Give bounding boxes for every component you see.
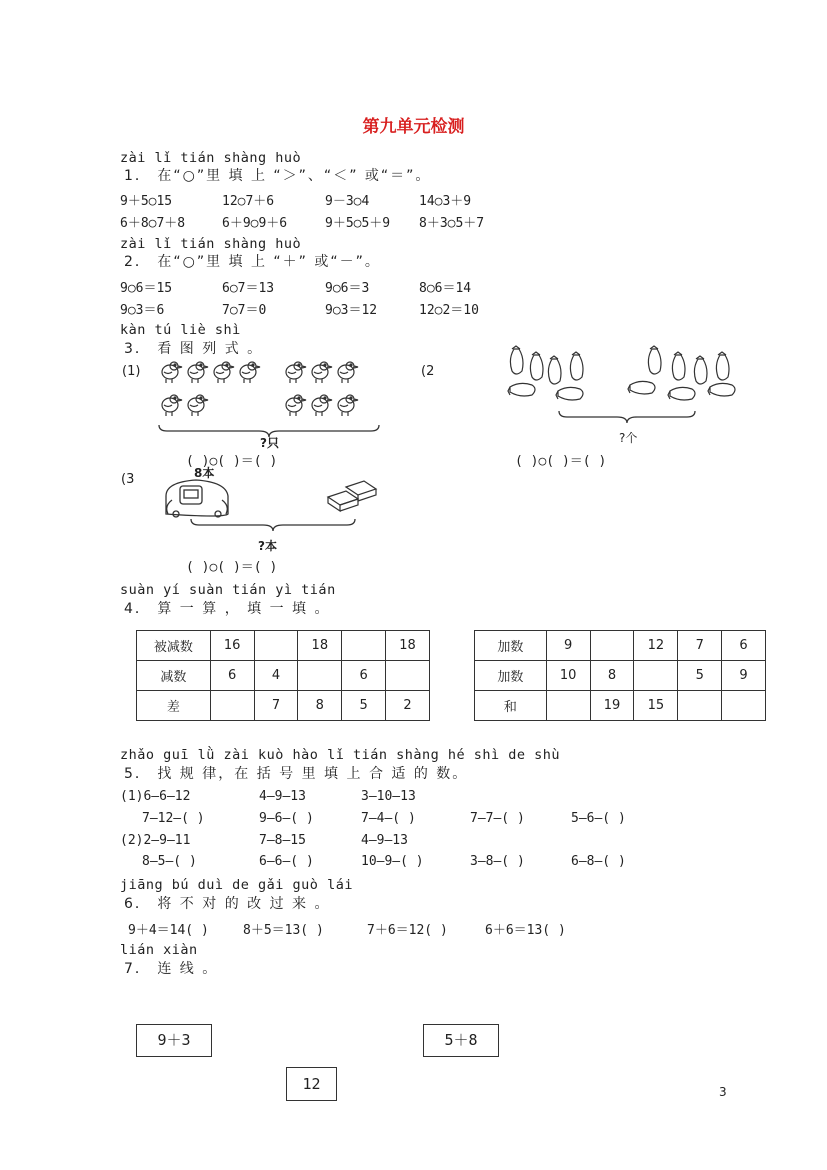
q5-item: 7—12—( ) — [142, 811, 205, 826]
q5-item: 4—9—13 — [361, 833, 408, 848]
table-cell — [634, 661, 678, 691]
table-cell: 6 — [722, 631, 766, 661]
q5-item: (1)6—6—12 — [120, 789, 191, 804]
table-cell: 2 — [386, 691, 430, 721]
table-cell — [722, 691, 766, 721]
q5-item: (2)2—9—11 — [120, 833, 191, 848]
table-cell — [210, 691, 254, 721]
q5-item: 7—8—15 — [259, 833, 306, 848]
q6-item: 8＋5＝13( ) — [243, 923, 324, 938]
q5-item: 7—7—( ) — [470, 811, 525, 826]
table-cell — [386, 661, 430, 691]
table-cell: 减数 — [137, 661, 211, 691]
table-cell: 差 — [137, 691, 211, 721]
q5-item: 10—9—( ) — [361, 854, 424, 869]
table-cell: 6 — [342, 661, 386, 691]
q3-part3-label: (3 — [121, 472, 135, 487]
q3-part1-label: (1) — [122, 364, 141, 379]
q1-pinyin: zài lǐ tián shàng huò — [120, 150, 302, 166]
q5-item: 6—8—( ) — [571, 854, 626, 869]
q7-pinyin: lián xiàn — [120, 942, 198, 958]
table-cell — [590, 631, 634, 661]
q5-item: 4—9—13 — [259, 789, 306, 804]
addition-table — [474, 630, 766, 721]
match-box-12[interactable]: 12 — [286, 1067, 337, 1101]
q3-part3-top-label: 8本 — [194, 466, 215, 480]
table-cell: 9 — [546, 631, 590, 661]
q1-item: 12○7＋6 — [222, 194, 275, 209]
q1-item: 9－3○4 — [325, 194, 370, 209]
q6-item: 7＋6＝12( ) — [367, 923, 448, 938]
table-cell: 15 — [634, 691, 678, 721]
table-cell: 9 — [722, 661, 766, 691]
table-cell: 19 — [590, 691, 634, 721]
q1-item: 14○3＋9 — [419, 194, 472, 209]
q2-item: 7○7＝0 — [222, 303, 267, 318]
q6-item: 9＋4＝14( ) — [128, 923, 209, 938]
q3-pinyin: kàn tú liè shì — [120, 322, 241, 338]
q2-item: 8○6＝14 — [419, 281, 472, 296]
brace-2 — [558, 410, 696, 424]
table-cell: 5 — [678, 661, 722, 691]
q4-instruction: 4． 算 一 算 ， 填 一 填 。 — [124, 601, 331, 617]
q5-item: 5—6—( ) — [571, 811, 626, 826]
table-cell: 10 — [546, 661, 590, 691]
table-cell: 18 — [298, 631, 342, 661]
table-cell: 7 — [254, 691, 298, 721]
q6-pinyin: jiāng bú duì de gǎi guò lái — [120, 877, 353, 893]
q3-instruction: 3． 看 图 列 式 。 — [124, 341, 264, 357]
q5-item: 7—4—( ) — [361, 811, 416, 826]
table-cell: 8 — [590, 661, 634, 691]
page-title: 第九单元检测 — [362, 117, 465, 137]
page-number: 3 — [719, 1085, 727, 1099]
table-cell: 加数 — [475, 631, 547, 661]
q1-item: 6＋9○9＋6 — [222, 216, 288, 231]
q1-item: 8＋3○5＋7 — [419, 216, 485, 231]
table-cell: 16 — [210, 631, 254, 661]
q5-item: 9—6—( ) — [259, 811, 314, 826]
q6-item: 6＋6＝13( ) — [485, 923, 566, 938]
q6-instruction: 6． 将 不 对 的 改 过 来 。 — [124, 896, 331, 912]
table-cell: 18 — [386, 631, 430, 661]
q5-instruction: 5． 找 规 律，在 括 号 里 填 上 合 适 的 数。 — [124, 766, 469, 782]
q2-item: 9○6＝3 — [325, 281, 370, 296]
q5-pinyin: zhǎo guī lǜ zài kuò hào lǐ tián shàng hé shì de shù — [120, 747, 561, 763]
brace-2-label: ?个 — [619, 431, 638, 445]
q1-item: 9＋5○15 — [120, 194, 173, 209]
brace-3-label: ?本 — [258, 539, 277, 553]
q2-item: 12○2＝10 — [419, 303, 479, 318]
schoolbag-illustration — [162, 476, 232, 520]
chicks-illustration — [160, 360, 375, 430]
q2-item: 9○6＝15 — [120, 281, 173, 296]
table-cell: 8 — [298, 691, 342, 721]
q1-item: 6＋8○7＋8 — [120, 216, 186, 231]
q5-item: 3—8—( ) — [470, 854, 525, 869]
q3-part2-equation: ( )○( )＝( ) — [515, 454, 607, 469]
q2-instruction: 2． 在“○”里 填 上 “＋” 或“－”。 — [124, 254, 381, 270]
table-cell — [254, 631, 298, 661]
table-cell: 7 — [678, 631, 722, 661]
table-cell: 5 — [342, 691, 386, 721]
q7-instruction: 7． 连 线 。 — [124, 961, 219, 977]
table-cell — [298, 661, 342, 691]
q2-item: 9○3＝12 — [325, 303, 378, 318]
subtraction-table — [136, 630, 430, 721]
match-box-9-plus-3[interactable]: 9＋3 — [136, 1024, 212, 1057]
q1-item: 9＋5○5＋9 — [325, 216, 391, 231]
table-cell — [678, 691, 722, 721]
books-illustration — [324, 477, 380, 513]
brace-1-label: ?只 — [260, 436, 279, 450]
eggplants-illustration — [508, 345, 748, 407]
table-cell — [342, 631, 386, 661]
q1-instruction: 1． 在“○”里 填 上 “＞”、“＜” 或“＝”。 — [124, 168, 432, 184]
q3-part3-equation: ( )○( )＝( ) — [186, 560, 278, 575]
table-cell: 4 — [254, 661, 298, 691]
q4-pinyin: suàn yí suàn tián yì tián — [120, 582, 336, 598]
q3-part2-label: (2 — [421, 364, 435, 379]
q3-part1-equation: ( )○( )＝( ) — [186, 454, 278, 469]
table-cell: 被减数 — [137, 631, 211, 661]
table-cell — [546, 691, 590, 721]
q2-pinyin: zài lǐ tián shàng huò — [120, 236, 302, 252]
q5-item: 3—10—13 — [361, 789, 416, 804]
match-box-5-plus-8[interactable]: 5＋8 — [423, 1024, 499, 1057]
table-cell: 加数 — [475, 661, 547, 691]
q2-item: 9○3＝6 — [120, 303, 165, 318]
table-cell: 和 — [475, 691, 547, 721]
q5-item: 8—5—( ) — [142, 854, 197, 869]
table-cell: 6 — [210, 661, 254, 691]
q2-item: 6○7＝13 — [222, 281, 275, 296]
table-cell: 12 — [634, 631, 678, 661]
q5-item: 6—6—( ) — [259, 854, 314, 869]
brace-3 — [190, 518, 356, 532]
